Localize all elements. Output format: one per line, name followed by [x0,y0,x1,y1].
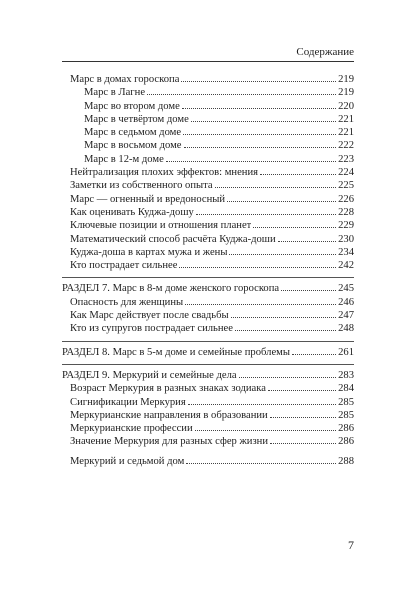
toc-entry [62,73,354,86]
dot-leader [270,443,336,444]
toc-entry-page: 221 [338,127,354,139]
dot-leader [239,377,337,378]
toc-entry-title: Куджа-доша в картах мужа и жены [70,246,228,258]
toc-entry-page: 286 [338,423,354,435]
toc-entry-page: 288 [338,455,354,467]
dot-leader [270,417,336,418]
toc-entry [62,435,354,448]
toc-entry-title: Марс в седьмом доме [84,127,182,139]
toc-entry-title: Значение Меркурия для разных сфер жизни [70,436,269,448]
toc-entry-title: Как Марс действует после свадьбы [70,310,229,322]
toc-entry [62,86,354,99]
dot-leader [185,304,336,305]
toc-entry [62,455,354,468]
toc-entry-title: Марс в 12-м доме [84,153,164,165]
toc-entry [62,126,354,139]
toc-entry-page: 223 [338,153,354,165]
toc-section [62,342,354,365]
toc-entry [62,153,354,166]
toc-entry [62,219,354,232]
dot-leader [182,108,336,109]
toc-entry [62,309,354,322]
toc-entry-page: 248 [338,323,354,335]
toc-entry-page: 261 [338,346,354,358]
toc-entry-page: 230 [338,233,354,245]
toc-entry-page: 222 [338,140,354,152]
toc-entry-page: 221 [338,113,354,125]
dot-leader [195,430,336,431]
toc-entry [62,113,354,126]
toc-entry [62,382,354,395]
dot-leader [181,81,336,82]
toc-entry-title: Возраст Меркурия в разных знаках зодиака [70,383,266,395]
toc-entry-page: 245 [338,283,354,295]
toc-chapter-entry [62,346,354,359]
dot-leader [196,214,336,215]
toc-entry [62,166,354,179]
toc-entry-page: 234 [338,246,354,258]
toc-entry-title: РАЗДЕЛ 9. Меркурий и семейные дела [62,369,237,381]
dot-leader [229,254,336,255]
toc-entry-title: Марс в домах гороскопа [70,74,180,85]
table-of-contents [62,69,354,473]
toc-entry [62,100,354,113]
dot-leader [235,330,336,331]
toc-section [62,278,354,341]
toc-entry [62,193,354,206]
toc-section [62,69,354,278]
toc-entry-page: 225 [338,180,354,192]
toc-entry [62,259,354,272]
toc-chapter-entry [62,369,354,382]
toc-entry-page: 228 [338,206,354,218]
toc-entry-title: РАЗДЕЛ 8. Марс в 5-м доме и семейные проблемы [62,346,290,358]
toc-entry [62,322,354,335]
toc-entry-page: 242 [338,260,354,272]
toc-entry-title: Кто из супругов пострадает сильнее [70,323,233,335]
toc-entry [62,206,354,219]
toc-entry-title: Кто пострадает сильнее [70,260,178,272]
toc-entry [62,246,354,259]
toc-section [62,365,354,473]
toc-entry-page: 226 [338,193,354,205]
toc-entry-title: Как оценивать Куджа-дошу [70,206,194,218]
toc-entry [62,139,354,152]
toc-entry-page: 285 [338,396,354,408]
dot-leader [281,290,336,291]
toc-entry-title: Марс в восьмом доме [84,140,182,152]
dot-leader [191,121,336,122]
toc-entry-page: 224 [338,167,354,179]
toc-entry-page: 219 [338,74,354,85]
dot-leader [215,187,337,188]
toc-entry-title: Сигнификации Меркурия [70,396,186,408]
dot-leader [184,147,337,148]
dot-leader [147,94,336,95]
dot-leader [292,354,336,355]
toc-entry-title: Нейтрализация плохих эффектов: мнения [70,167,259,179]
toc-entry [62,409,354,422]
toc-entry-title: Математический способ расчёта Куджа-доши [70,233,276,245]
dot-leader [231,317,336,318]
toc-entry-title: Меркурианские направления в образовании [70,409,268,421]
toc-entry-page: 220 [338,100,354,112]
dot-leader [268,390,336,391]
toc-entry-title: Марс в четвёртом доме [84,113,189,125]
dot-leader [183,134,336,135]
header-rule [62,61,354,62]
toc-entry-page: 285 [338,409,354,421]
dot-leader [260,174,336,175]
dot-leader [188,404,336,405]
toc-entry-title: РАЗДЕЛ 7. Марс в 8-м доме женского гороскопа [62,283,280,295]
toc-entry [62,233,354,246]
dot-leader [166,161,336,162]
toc-entry-page: 283 [338,369,354,381]
toc-chapter-entry [62,282,354,295]
toc-entry-title: Марс — огненный и вредоносный [70,193,226,205]
toc-entry-page: 286 [338,436,354,448]
toc-entry [62,422,354,435]
dot-leader [186,463,336,464]
toc-entry-title: Меркурий и седьмой дом [70,455,185,467]
toc-entry-page: 219 [338,87,354,99]
toc-entry-title: Заметки из собственного опыта [70,180,213,192]
toc-entry-title: Опасность для женщины [70,296,184,308]
dot-leader [253,227,336,228]
toc-entry-title: Марс в Лагне [84,87,146,99]
dot-leader [227,201,336,202]
toc-entry [62,296,354,309]
toc-entry-page: 246 [338,296,354,308]
toc-entry-page: 247 [338,310,354,322]
dot-leader [278,241,336,242]
toc-entry-page: 284 [338,383,354,395]
toc-entry-title: Меркурианские профессии [70,423,193,435]
dot-leader [179,267,336,268]
page-number: 7 [348,538,354,552]
toc-entry-title: Марс во втором доме [84,100,180,112]
toc-entry-page: 229 [338,220,354,232]
toc-entry [62,179,354,192]
running-head: Содержание [296,46,354,58]
toc-entry [62,396,354,409]
toc-entry-title: Ключевые позиции и отношения планет [70,220,252,232]
